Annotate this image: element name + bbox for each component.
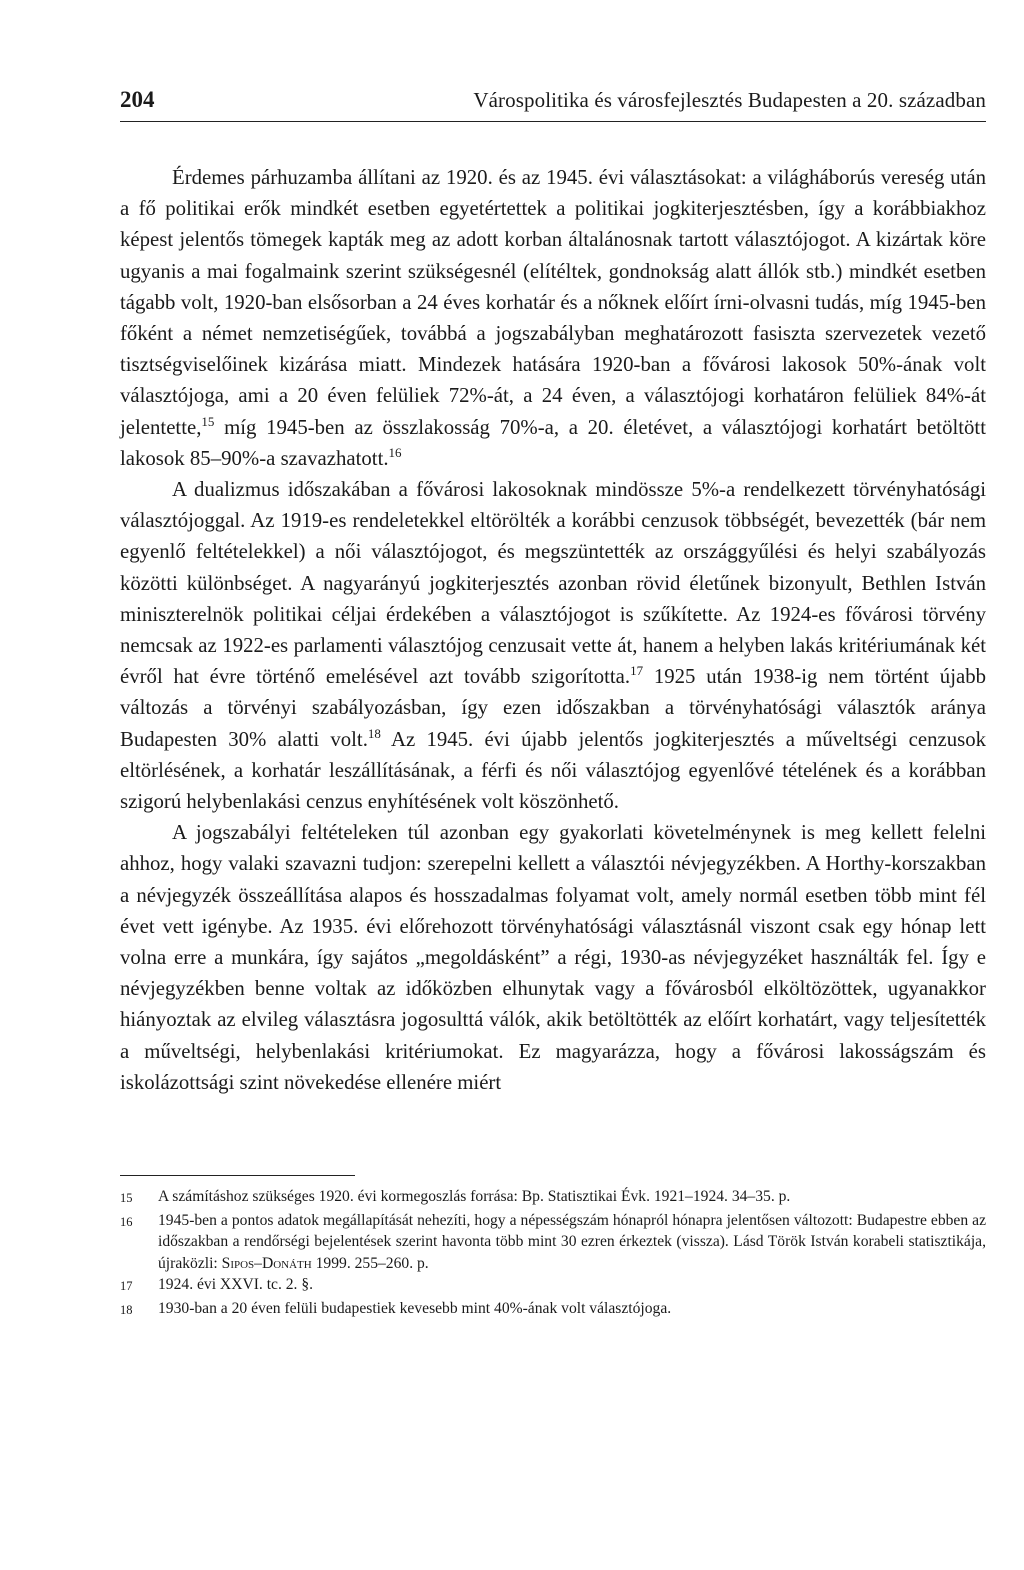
footnote-reference[interactable]: 16: [388, 444, 402, 460]
footnote-number: 15: [120, 1191, 133, 1206]
running-header: [120, 85, 986, 122]
paragraph-text: A dualizmus időszakában a fővárosi lakosoknak mindössze 5%-a rendelkezett törvényhatósági választójoggal. Az 1919-es rendeletekkel eltörölték a korábbi cenzusok többségét, bevezették (bár nem egyenlő feltételekkel) a női választójogot, és megszüntették az országgyűlési és helyi szabályozás közötti különbséget. A nagyarányú jogkiterjesztés azonban rövid életűnek bizonyult, Bethlen István miniszterelnök politikai céljai érdekében a választójogot is szűkítette. Az 1924-es fővárosi törvény nemcsak az 1922-es parlamenti választójog cenzusait vette át, hanem a helyben lakás kritériumának két évről hat évre történő emelésével azt tovább szigorította.: [120, 478, 986, 689]
page-number: 204: [120, 87, 155, 112]
footnote-number: 18: [120, 1302, 133, 1317]
paragraph-3: [120, 817, 986, 1098]
paragraph-text: A jogszabályi feltételeken túl azonban egy gyakorlati követelménynek is meg kellett felelni ahhoz, hogy valaki szavazni tudjon: szerepelni kellett a választói névjegyzékben. A Horthy-korszakban a névjegyzék összeállítása alapos és hosszadalmas folyamat volt, amely normál esetben több mint fél évet vett igénybe. Az 1935. évi előrehozott törvényhatósági választásnál viszont csak egy hónap lett volna erre a munkára, így sajátos „megoldásként” a régi, 1930-as névjegyzéket használták fel. Így e névjegyzékben benne voltak az időközben elhunytak vagy a fővárosból elköltözöttek, ugyanakkor hiányoztak az elvileg választásra jogosulttá válók, akik betöltötték az előírt korhatárt, vagy teljesítették a műveltségi, helybenlakási kritériumokat. Ez magyarázza, hogy a fővárosi lakosságszám és iskolázottsági szint növekedése ellenére miért: [120, 821, 986, 1094]
footnote-17: [120, 1274, 986, 1298]
footnote-text: [158, 1210, 986, 1275]
paragraph-2: [120, 474, 986, 817]
footnote-number: 16: [120, 1214, 133, 1229]
footnote-number: 17: [120, 1279, 133, 1294]
footnote-15: [120, 1186, 986, 1210]
paragraph-text: Az 1945. évi újabb jelentős jogkiterjesztés a műveltségi cenzusok eltörlésének, a korhatár leszállításának, a férfi és női választójog egyenlővé tételének és a korábban szigorú helybenlakási cenzus enyhítésének volt köszönhető.: [120, 727, 987, 814]
running-title: Várospolitika és városfejlesztés Budapesten a 20. században: [473, 88, 986, 112]
footnote-text: A számításhoz szükséges 1920. évi kormegoszlás forrása: Bp. Statisztikai Évk. 1921–1924. 34–35. p.: [158, 1188, 791, 1206]
paragraph-text: Érdemes párhuzamba állítani az 1920. és az 1945. évi választásokat: a világháborús vereség után a fő politikai erők mindkét esetben egyetértettek a politikai jogkiterjesztésben, így a korábbiakhoz képest jelentős tömegek kapták meg az adott korban általánosnak tartott választójogot. A kizártak köre ugyanis a mai fogalmaink szerint szükségesnél (elítéltek, gondnokság alatt állók stb.) mindkét esetben tágabb volt, 1920-ban elsősorban a 24 éves korhatár és a nőknek előírt írni-olvasni tudás, míg 1945-ben főként a német nemzetiségűek, továbbá a jogszabályban meghatározott fasiszta szervezetek vezető tisztségviselőinek kizárása miatt. Mindezek hatására 1920-ban a fővárosi lakosok 50%-ának volt választójoga, ami a 20 éven felüliek 72%-át, a 24 éven, a választójogi korhatáron felüliek 84%-át jelentette,: [120, 166, 986, 439]
paragraph-1: [120, 162, 986, 474]
footnote-text: 1924. évi XXVI. tc. 2. §.: [158, 1276, 314, 1294]
footnote-divider: [120, 1175, 355, 1176]
footnote-reference[interactable]: 17: [630, 663, 644, 679]
footnote-reference[interactable]: 18: [367, 725, 381, 741]
footnote-16: [120, 1210, 986, 1275]
footnote-text-part: 1999. 255–260. p.: [311, 1254, 429, 1272]
footnote-18: [120, 1298, 986, 1322]
paragraph-text: míg 1945-ben az összlakosság 70%-a, a 20. életévet, a választójogi korhatárt betöltött lakosok 85–90%-a szavazhatott.: [120, 415, 986, 470]
paragraph-text: 1925 után 1938-ig nem történt újabb változás a törvényi szabályozásban, így ezen időszakban a törvényhatósági választók aránya Budapesten 30% alatti volt.: [120, 665, 986, 751]
footnote-text: 1930-ban a 20 éven felüli budapestiek kevesebb mint 40%-ának volt választójoga.: [158, 1299, 672, 1317]
footnotes: [120, 1186, 986, 1321]
footnote-text-part: 1945-ben a pontos adatok megállapítását nehezíti, hogy a népességszám hónapról hónapra jelentősen változott: Budapestre ebben az időszakban a rendőrségi bejelentések szerint havonta több mint 30 ezren érkeztek (vissza). Lásd Török István korabeli statisztikája, újraközli:: [158, 1211, 986, 1272]
author-citation: Sipos–Donáth: [221, 1254, 312, 1272]
footnote-reference[interactable]: 15: [201, 413, 215, 429]
document-page: [120, 85, 986, 1321]
body-text: [120, 162, 986, 1098]
